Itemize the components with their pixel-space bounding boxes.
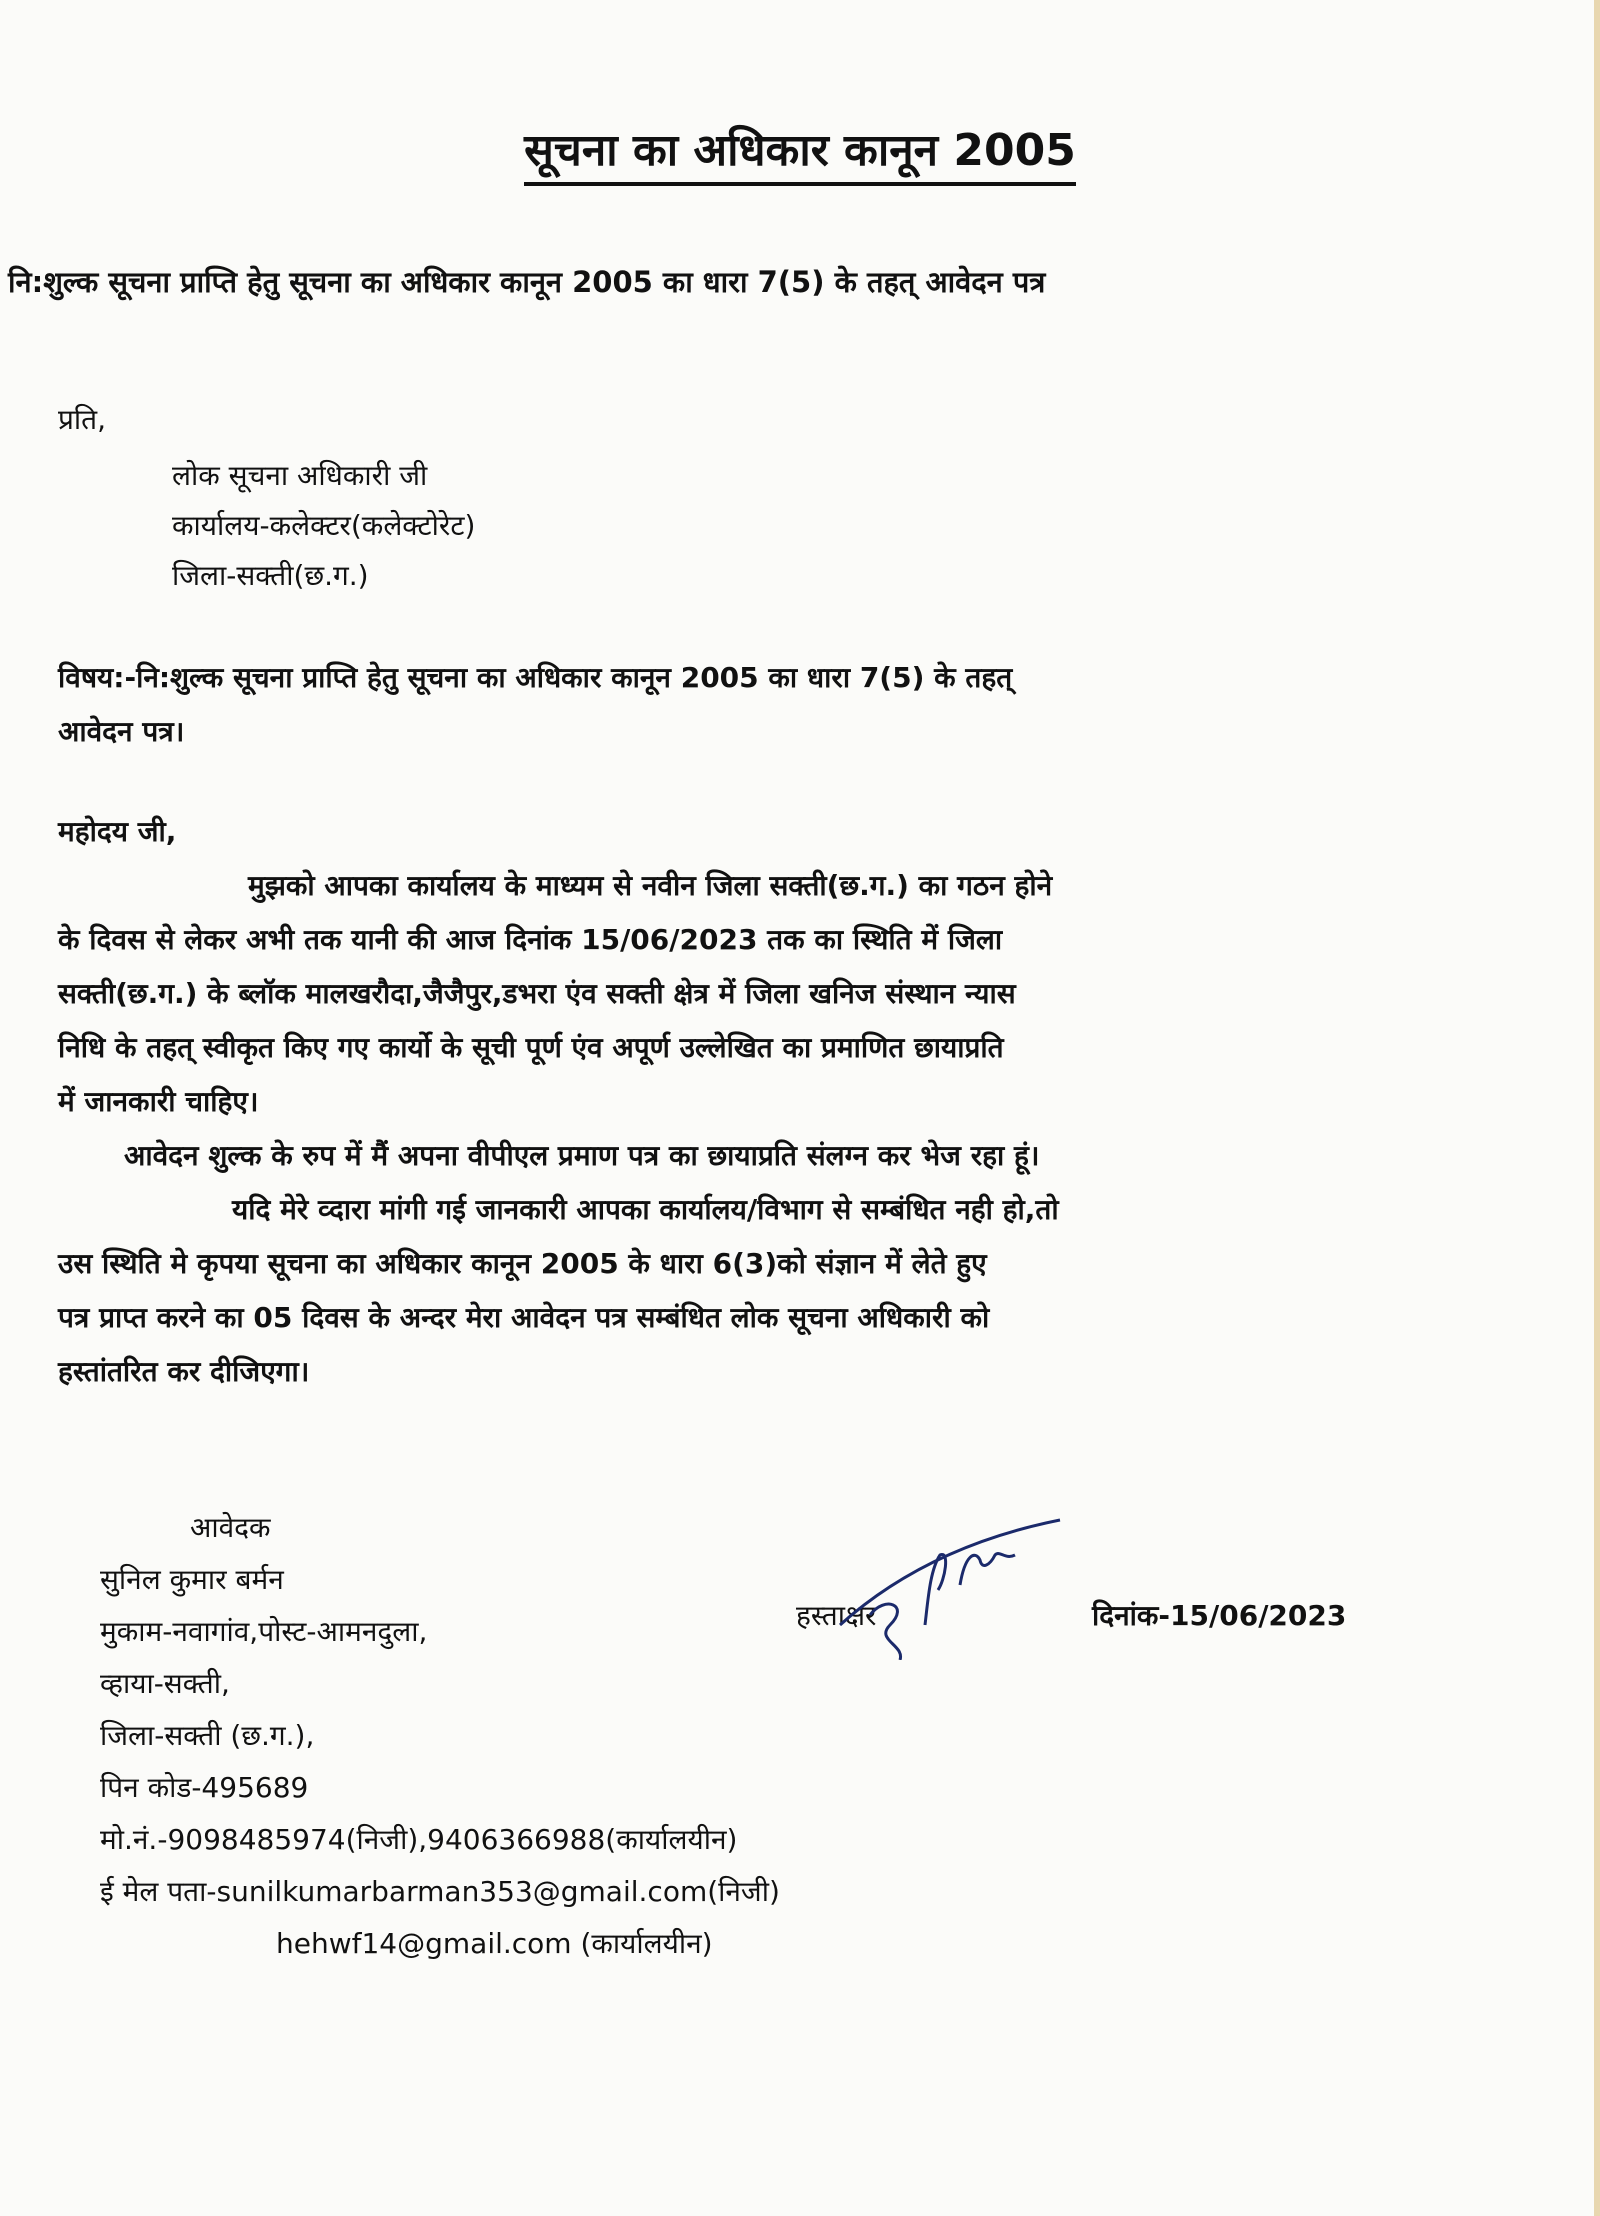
recipient-line: जिला-सक्ती(छ.ग.) [172,559,369,592]
subject-line: आवेदन पत्र। [58,715,185,748]
body-line: आवेदन शुल्क के रुप में मैं अपना वीपीएल प्रमाण पत्र का छायाप्रति संलग्न कर भेज रहा हूं। [124,1139,1040,1172]
salutation: महोदय जी, [58,815,177,848]
document-title-text: सूचना का अधिकार कानून 2005 [524,125,1076,186]
body-line: में जानकारी चाहिए। [58,1085,259,1118]
applicant-name: सुनिल कुमार बर्मन [100,1563,284,1596]
recipient-prefix: प्रति, [58,403,107,436]
applicant-address: जिला-सक्ती (छ.ग.), [100,1719,315,1752]
applicant-address: मुकाम-नवागांव,पोस्ट-आमनदुला, [100,1615,428,1648]
body-line: निधि के तहत् स्वीकृत किए गए कार्यो के सूची पूर्ण एंव अपूर्ण उल्लेखित का प्रमाणित छायाप्रति [58,1031,1004,1064]
document-subtitle: नि:शुल्क सूचना प्राप्ति हेतु सूचना का अधिकार कानून 2005 का धारा 7(5) के तहत् आवेदन पत्र [8,265,1046,299]
signature-stroke [960,1554,1015,1585]
page-edge [1594,0,1600,2216]
body-line: पत्र प्राप्त करने का 05 दिवस के अन्दर मेरा आवेदन पत्र सम्बंधित लोक सूचना अधिकारी को [58,1301,990,1334]
handwritten-signature [830,1510,1080,1660]
body-line: हस्तांतरित कर दीजिएगा। [58,1355,310,1388]
recipient-line: कार्यालय-कलेक्टर(कलेक्टोरेट) [172,509,476,542]
applicant-mobile: मो.नं.-9098485974(निजी),9406366988(कार्यालयीन) [100,1823,738,1856]
signature-label: हस्ताक्षर [796,1599,877,1632]
body-line: उस स्थिति मे कृपया सूचना का अधिकार कानून 2005 के धारा 6(3)को संज्ञान में लेते हुए [58,1247,987,1280]
applicant-email: ई मेल पता-sunilkumarbarman353@gmail.com(निजी) [100,1875,780,1908]
body-line: मुझको आपका कार्यालय के माध्यम से नवीन जिला सक्ती(छ.ग.) का गठन होने [248,869,1053,902]
signature-stroke [840,1520,1060,1625]
subject-line: विषय:-नि:शुल्क सूचना प्राप्ति हेतु सूचना का अधिकार कानून 2005 का धारा 7(5) के तहत् [58,661,1013,694]
document-title [0,118,1600,178]
body-line: के दिवस से लेकर अभी तक यानी की आज दिनांक 15/06/2023 तक का स्थिति में जिला [58,923,1003,956]
recipient-line: लोक सूचना अधिकारी जी [172,459,428,492]
document-date: दिनांक-15/06/2023 [1092,1599,1347,1632]
signature-stroke [870,1604,901,1660]
applicant-pin: पिन कोड-495689 [100,1771,309,1804]
applicant-email: hehwf14@gmail.com (कार्यालयीन) [276,1927,713,1960]
applicant-address: व्हाया-सक्ती, [100,1667,230,1700]
body-line: सक्ती(छ.ग.) के ब्लॉक मालखरौदा,जैजैपुर,डभरा एंव सक्ती क्षेत्र में जिला खनिज संस्थान न्यास [58,977,1016,1010]
body-line: यदि मेरे व्दारा मांगी गई जानकारी आपका कार्यालय/विभाग से सम्बंधित नही हो,तो [232,1193,1059,1226]
applicant-label: आवेदक [190,1511,271,1544]
